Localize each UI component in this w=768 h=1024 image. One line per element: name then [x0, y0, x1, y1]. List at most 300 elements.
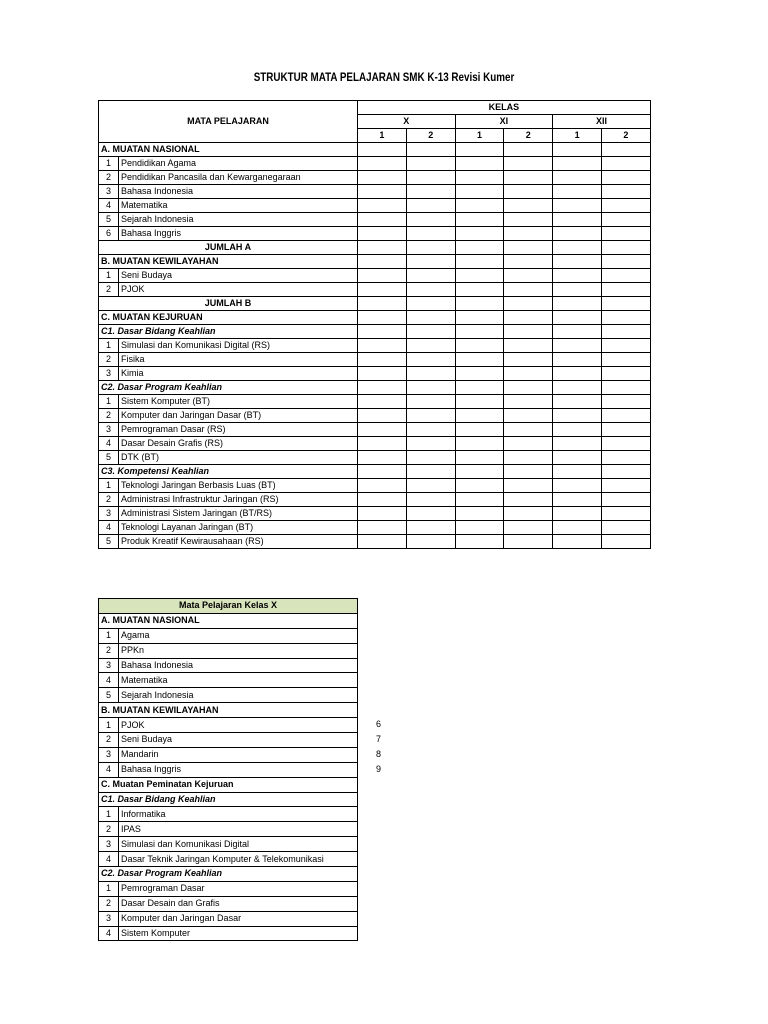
row-number: 3 [99, 837, 119, 852]
grade-cell [406, 535, 455, 549]
grade-cell [406, 143, 455, 157]
table-row [99, 143, 651, 157]
grade-cell [406, 381, 455, 395]
row-number: 1 [99, 807, 119, 822]
grade-cell [358, 521, 407, 535]
grade-cell [358, 269, 407, 283]
table-row [99, 792, 358, 807]
row-number: 4 [99, 521, 119, 535]
grade-cell [455, 185, 504, 199]
grade-cell [601, 297, 650, 311]
grade-cell [601, 213, 650, 227]
grade-cell [455, 493, 504, 507]
grade-cell [504, 479, 553, 493]
grade-cell [553, 227, 602, 241]
grade-cell [406, 367, 455, 381]
grade-cell [504, 381, 553, 395]
table-row [99, 157, 651, 171]
grade-cell [455, 171, 504, 185]
side-number: 7 [376, 734, 382, 745]
header-semester: 1 [553, 129, 602, 143]
grade-cell [455, 535, 504, 549]
grade-cell [406, 395, 455, 409]
grade-cell [553, 381, 602, 395]
grade-cell [553, 339, 602, 353]
grade-cell [358, 325, 407, 339]
grade-cell [358, 185, 407, 199]
table-row [99, 867, 358, 882]
grade-cell [455, 339, 504, 353]
subject-name: Bahasa Indonesia [119, 185, 358, 199]
row-number: 3 [99, 185, 119, 199]
subject-name: Pendidikan Pancasila dan Kewarganegaraan [119, 171, 358, 185]
grade-cell [601, 283, 650, 297]
table-row [99, 777, 358, 792]
grade-cell [358, 255, 407, 269]
grade-cell [455, 381, 504, 395]
grade-cell [553, 437, 602, 451]
subject-name: PJOK [119, 283, 358, 297]
table-row [99, 535, 651, 549]
table-row [99, 185, 651, 199]
table-row [99, 255, 651, 269]
header-semester: 1 [455, 129, 504, 143]
grade-cell [455, 241, 504, 255]
section-label: C. Muatan Peminatan Kejuruan [99, 777, 358, 792]
grade-cell [553, 241, 602, 255]
table-row [99, 381, 651, 395]
table-row [99, 479, 651, 493]
grade-cell [504, 521, 553, 535]
grade-cell [358, 157, 407, 171]
row-number: 4 [99, 437, 119, 451]
grade-cell [504, 437, 553, 451]
grade-cell [553, 409, 602, 423]
grade-cell [553, 521, 602, 535]
row-number: 2 [99, 283, 119, 297]
grade-cell [455, 283, 504, 297]
grade-cell [601, 381, 650, 395]
table-row [99, 628, 358, 643]
grade-cell [455, 395, 504, 409]
table-row [99, 297, 651, 311]
grade-cell [504, 297, 553, 311]
subject-name: Dasar Desain Grafis (RS) [119, 437, 358, 451]
subject-name: Simulasi dan Komunikasi Digital (RS) [119, 339, 358, 353]
grade-cell [358, 241, 407, 255]
subject-name: Seni Budaya [119, 733, 358, 748]
grade-cell [504, 283, 553, 297]
row-number: 3 [99, 911, 119, 926]
grade-cell [601, 339, 650, 353]
grade-cell [553, 535, 602, 549]
subject-name: Pemrograman Dasar [119, 881, 358, 896]
grade-cell [601, 227, 650, 241]
subject-name: Bahasa Indonesia [119, 658, 358, 673]
grade-cell [358, 353, 407, 367]
grade-cell [553, 507, 602, 521]
row-number: 4 [99, 852, 119, 867]
table-row [99, 822, 358, 837]
row-number: 4 [99, 199, 119, 213]
grade-cell [553, 367, 602, 381]
row-number: 1 [99, 339, 119, 353]
grade-cell [504, 535, 553, 549]
grade-cell [504, 423, 553, 437]
row-number: 1 [99, 269, 119, 283]
row-number: 1 [99, 881, 119, 896]
subject-name: Seni Budaya [119, 269, 358, 283]
table-row [99, 911, 358, 926]
grade-cell [601, 143, 650, 157]
grade-cell [504, 185, 553, 199]
header-semester: 2 [504, 129, 553, 143]
grade-cell [358, 507, 407, 521]
row-number: 5 [99, 535, 119, 549]
subject-name: Fisika [119, 353, 358, 367]
grade-cell [358, 213, 407, 227]
row-number: 3 [99, 423, 119, 437]
grade-cell [504, 143, 553, 157]
header-semester: 2 [406, 129, 455, 143]
row-number: 6 [99, 227, 119, 241]
subject-name: Matematika [119, 673, 358, 688]
grade-cell [455, 423, 504, 437]
class-x-subjects-table [98, 598, 358, 941]
grade-cell [455, 297, 504, 311]
table-row [99, 613, 358, 628]
row-number: 2 [99, 409, 119, 423]
row-number: 2 [99, 493, 119, 507]
grade-cell [406, 465, 455, 479]
table-row [99, 807, 358, 822]
table-row [99, 353, 651, 367]
grade-cell [553, 353, 602, 367]
grade-cell [601, 199, 650, 213]
grade-cell [553, 199, 602, 213]
header-grade: X [358, 115, 456, 129]
subtotal-label: JUMLAH A [99, 241, 358, 255]
grade-cell [406, 297, 455, 311]
row-number: 2 [99, 353, 119, 367]
grade-cell [358, 199, 407, 213]
row-number: 3 [99, 658, 119, 673]
grade-cell [504, 157, 553, 171]
subject-name: Administrasi Sistem Jaringan (BT/RS) [119, 507, 358, 521]
grade-cell [455, 353, 504, 367]
subject-name: Informatika [119, 807, 358, 822]
subject-name: Teknologi Jaringan Berbasis Luas (BT) [119, 479, 358, 493]
grade-cell [358, 423, 407, 437]
grade-cell [504, 325, 553, 339]
header-kelas: KELAS [358, 101, 651, 115]
row-number: 1 [99, 718, 119, 733]
grade-cell [504, 507, 553, 521]
grade-cell [553, 395, 602, 409]
grade-cell [601, 465, 650, 479]
grade-cell [406, 283, 455, 297]
section-label: C2. Dasar Program Keahlian [99, 381, 358, 395]
grade-cell [455, 157, 504, 171]
table-row [99, 896, 358, 911]
row-number: 4 [99, 762, 119, 777]
subject-name: Sejarah Indonesia [119, 688, 358, 703]
grade-cell [553, 171, 602, 185]
row-number: 2 [99, 171, 119, 185]
grade-cell [504, 311, 553, 325]
grade-cell [406, 437, 455, 451]
table-row [99, 881, 358, 896]
grade-cell [406, 255, 455, 269]
row-number: 5 [99, 451, 119, 465]
grade-cell [601, 409, 650, 423]
subject-name: Sistem Komputer [119, 926, 358, 941]
grade-cell [455, 213, 504, 227]
row-number: 2 [99, 896, 119, 911]
grade-cell [553, 283, 602, 297]
header-semester: 1 [358, 129, 407, 143]
grade-cell [601, 353, 650, 367]
grade-cell [601, 241, 650, 255]
side-number: 8 [376, 749, 382, 759]
grade-cell [406, 479, 455, 493]
grade-cell [553, 143, 602, 157]
grade-cell [406, 269, 455, 283]
grade-cell [406, 157, 455, 171]
grade-cell [406, 507, 455, 521]
grade-cell [358, 283, 407, 297]
table-row [99, 227, 651, 241]
row-number: 5 [99, 213, 119, 227]
subtotal-label: JUMLAH B [99, 297, 358, 311]
table-row [99, 747, 358, 762]
grade-cell [601, 269, 650, 283]
grade-cell [358, 339, 407, 353]
subject-name: Agama [119, 628, 358, 643]
grade-cell [504, 451, 553, 465]
table-row [99, 718, 358, 733]
grade-cell [455, 465, 504, 479]
table-row [99, 673, 358, 688]
grade-cell [358, 437, 407, 451]
table-row [99, 339, 651, 353]
grade-cell [504, 241, 553, 255]
subject-name: Pendidikan Agama [119, 157, 358, 171]
row-number: 1 [99, 157, 119, 171]
row-number: 1 [99, 479, 119, 493]
grade-cell [553, 311, 602, 325]
grade-cell [601, 521, 650, 535]
table-row [99, 521, 651, 535]
grade-cell [358, 381, 407, 395]
subject-name: PPKn [119, 643, 358, 658]
table-row [99, 703, 358, 718]
grade-cell [553, 213, 602, 227]
grade-cell [601, 367, 650, 381]
section-label: C1. Dasar Bidang Keahlian [99, 792, 358, 807]
row-number: 3 [99, 367, 119, 381]
grade-cell [601, 493, 650, 507]
grade-cell [455, 269, 504, 283]
row-number: 1 [99, 395, 119, 409]
row-number: 2 [99, 822, 119, 837]
table-row [99, 688, 358, 703]
grade-cell [406, 521, 455, 535]
row-number: 3 [99, 507, 119, 521]
table-row [99, 852, 358, 867]
grade-cell [406, 423, 455, 437]
subject-name: Sistem Komputer (BT) [119, 395, 358, 409]
grade-cell [601, 479, 650, 493]
grade-cell [601, 535, 650, 549]
header-semester: 2 [601, 129, 650, 143]
table-row [99, 395, 651, 409]
table-row [99, 325, 651, 339]
grade-cell [406, 325, 455, 339]
section-label: B. MUATAN KEWILAYAHAN [99, 255, 358, 269]
grade-cell [553, 423, 602, 437]
table-row [99, 926, 358, 941]
grade-cell [455, 255, 504, 269]
grade-cell [455, 199, 504, 213]
class-x-header: Mata Pelajaran Kelas X [99, 599, 358, 614]
grade-cell [601, 325, 650, 339]
grade-cell [504, 367, 553, 381]
grade-cell [406, 409, 455, 423]
grade-cell [358, 367, 407, 381]
table-row [99, 423, 651, 437]
table-row [99, 199, 651, 213]
grade-cell [504, 409, 553, 423]
grade-cell [553, 157, 602, 171]
page-title: STRUKTUR MATA PELAJARAN SMK K-13 Revisi Kumer [253, 70, 515, 84]
grade-cell [504, 493, 553, 507]
grade-cell [455, 409, 504, 423]
grade-cell [406, 311, 455, 325]
grade-cell [601, 171, 650, 185]
grade-cell [504, 199, 553, 213]
grade-cell [553, 255, 602, 269]
section-label: C1. Dasar Bidang Keahlian [99, 325, 358, 339]
grade-cell [406, 339, 455, 353]
subject-name: IPAS [119, 822, 358, 837]
subject-structure-table [98, 100, 651, 549]
row-number: 1 [99, 628, 119, 643]
grade-cell [504, 339, 553, 353]
grade-cell [504, 213, 553, 227]
grade-cell [504, 255, 553, 269]
table-row [99, 367, 651, 381]
grade-cell [358, 143, 407, 157]
subject-name: Produk Kreatif Kewirausahaan (RS) [119, 535, 358, 549]
table-row [99, 493, 651, 507]
row-number: 3 [99, 747, 119, 762]
section-label: C2. Dasar Program Keahlian [99, 867, 358, 882]
subject-name: PJOK [119, 718, 358, 733]
header-subject: MATA PELAJARAN [99, 101, 358, 143]
row-number: 2 [99, 643, 119, 658]
grade-cell [406, 241, 455, 255]
grade-cell [455, 451, 504, 465]
grade-cell [455, 227, 504, 241]
table-row [99, 311, 651, 325]
grade-cell [455, 311, 504, 325]
subject-name: Pemrograman Dasar (RS) [119, 423, 358, 437]
row-number: 5 [99, 688, 119, 703]
table-row [99, 283, 651, 297]
section-label: A. MUATAN NASIONAL [99, 143, 358, 157]
table-row [99, 733, 358, 748]
grade-cell [406, 451, 455, 465]
subject-name: Bahasa Inggris [119, 227, 358, 241]
grade-cell [553, 325, 602, 339]
grade-cell [358, 227, 407, 241]
grade-cell [601, 311, 650, 325]
grade-cell [601, 157, 650, 171]
table-row [99, 437, 651, 451]
grade-cell [406, 227, 455, 241]
subject-name: Simulasi dan Komunikasi Digital [119, 837, 358, 852]
grade-cell [601, 423, 650, 437]
grade-cell [553, 269, 602, 283]
side-number: 9 [376, 763, 382, 774]
grade-cell [358, 409, 407, 423]
table-row [99, 507, 651, 521]
grade-cell [553, 451, 602, 465]
grade-cell [553, 493, 602, 507]
grade-cell [358, 465, 407, 479]
section-label: C3. Kompetensi Keahlian [99, 465, 358, 479]
table-row [99, 762, 358, 777]
grade-cell [601, 255, 650, 269]
table-row [99, 171, 651, 185]
grade-cell [406, 353, 455, 367]
row-number: 4 [99, 926, 119, 941]
grade-cell [504, 171, 553, 185]
subject-name: Komputer dan Jaringan Dasar (BT) [119, 409, 358, 423]
grade-cell [504, 465, 553, 479]
grade-cell [358, 451, 407, 465]
grade-cell [358, 535, 407, 549]
grade-cell [406, 171, 455, 185]
subject-name: Sejarah Indonesia [119, 213, 358, 227]
subject-name: Teknologi Layanan Jaringan (BT) [119, 521, 358, 535]
grade-cell [406, 185, 455, 199]
section-label: B. MUATAN KEWILAYAHAN [99, 703, 358, 718]
grade-cell [553, 465, 602, 479]
grade-cell [406, 493, 455, 507]
grade-cell [358, 171, 407, 185]
grade-cell [601, 451, 650, 465]
subject-name: Bahasa Inggris [119, 762, 358, 777]
grade-cell [504, 353, 553, 367]
header-grade: XII [553, 115, 651, 129]
table-row [99, 451, 651, 465]
header-grade: XI [455, 115, 553, 129]
table-row [99, 269, 651, 283]
subject-name: Matematika [119, 199, 358, 213]
section-label: A. MUATAN NASIONAL [99, 613, 358, 628]
table-row [99, 241, 651, 255]
grade-cell [455, 325, 504, 339]
subject-name: Kimia [119, 367, 358, 381]
grade-cell [406, 213, 455, 227]
grade-cell [504, 227, 553, 241]
subject-name: Mandarin [119, 747, 358, 762]
grade-cell [455, 507, 504, 521]
grade-cell [455, 437, 504, 451]
grade-cell [504, 395, 553, 409]
